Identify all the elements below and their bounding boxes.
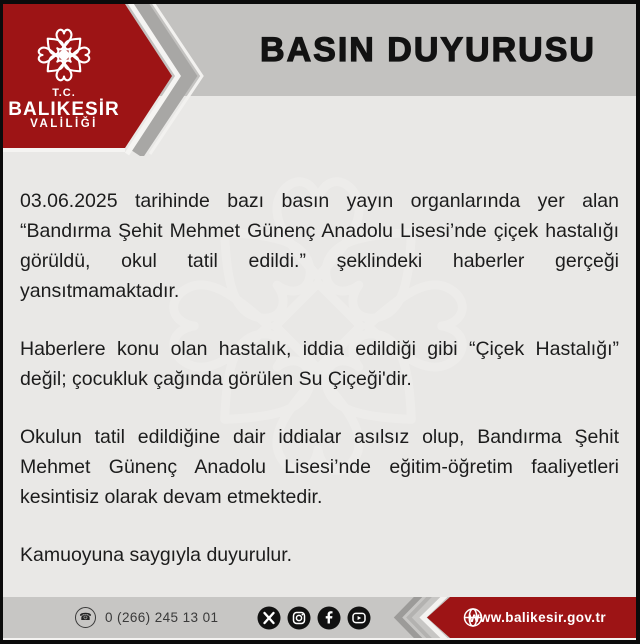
governorate-logo <box>3 4 125 148</box>
telephone-icon: ☎ <box>75 607 96 628</box>
page-title: BASIN DUYURUSU <box>260 30 596 69</box>
logo-city-label: BALIKESİR <box>8 99 120 120</box>
footer-bar <box>3 597 636 638</box>
website-banner[interactable] <box>386 597 636 643</box>
logo-tc-label: T.C. <box>52 87 76 99</box>
phone-number: 0 (266) 245 13 01 <box>105 610 219 625</box>
social-links <box>257 597 371 638</box>
instagram-icon[interactable] <box>287 606 311 630</box>
heart-knot-emblem-icon <box>29 20 99 90</box>
facebook-icon[interactable] <box>317 606 341 630</box>
announcement-text <box>20 186 619 597</box>
logo-subtitle-label: VALİLİĞİ <box>30 118 98 130</box>
x-icon[interactable] <box>257 606 281 630</box>
phone-contact <box>75 597 218 638</box>
website-url[interactable]: www.balikesir.gov.tr <box>468 610 606 625</box>
paragraph-2: Haberlere konu olan hastalık, iddia edildiği gibi “Çiçek Hastalığı” değil; çocukluk çağında görülen Su Çiçeği'dir. <box>20 338 619 390</box>
paragraph-4: Kamuoyuna saygıyla duyurulur. <box>20 544 293 566</box>
paragraph-1: 03.06.2025 tarihinde bazı basın yayın organlarında yer alan “Bandırma Şehit Mehmet Günenç Anadolu Lisesi’nde çiçek hastalığı görüldü, okul tatil edildi.” şeklindeki haberler gerçeği yansıtmamaktadır. <box>20 190 619 302</box>
footer-divider <box>3 638 636 640</box>
announcement-body <box>3 96 636 597</box>
paragraph-3: Okulun tatil edildiğine dair iddialar asılsız olup, Bandırma Şehit Mehmet Günenç Anadolu Lisesi’nde eğitim-öğretim faaliyetleri kesintisiz olarak devam etmektedir. <box>20 426 619 508</box>
youtube-icon[interactable] <box>347 606 371 630</box>
